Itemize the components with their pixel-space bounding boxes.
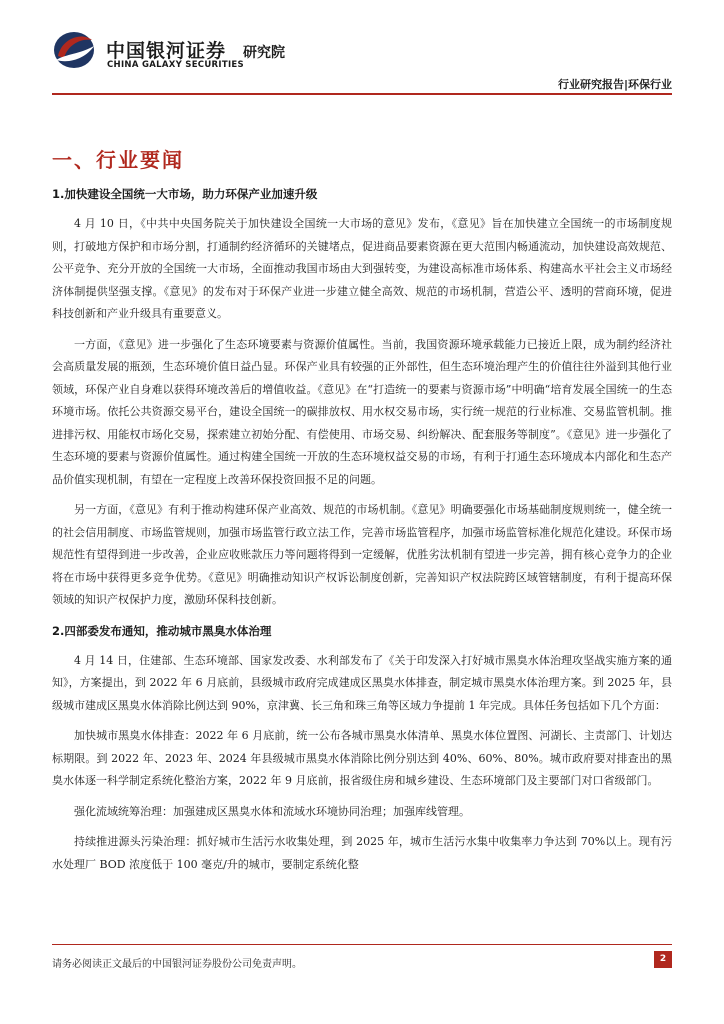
news-title: 2.四部委发布通知，推动城市黑臭水体治理	[52, 623, 272, 638]
report-body	[52, 145, 672, 876]
institute-label: 研究院	[243, 45, 285, 61]
disclaimer-text: 请务必阅读正文最后的中国银河证券股份公司免责声明。	[52, 959, 302, 970]
page-header	[0, 0, 724, 100]
news-paragraph: 一方面，《意见》进一步强化了生态环境要素与资源价值属性。当前，我国资源环境承载能力已接近上限，成为制约经济社会高质量发展的瓶颈，生态环境价值日益凸显。环保产业具有较强的正外部性，但生态环境治理产生的价值往往外溢到其他行业领域，环保产业自身难以获得环境改善后的增值收益。《意见》在“打造统一的要素与资源市场”中明确“培育发展全国统一的生态环境市场。依托公共资源交易平台，建设全国统一的碳排放权、用水权交易市场，实行统一规范的行业标准、交易监管机制。推进排污权、用能权市场化交易，探索建立初始分配、有偿使用、市场交易、纠纷解决、配套服务等制度”。《意见》进一步强化了生态环境的要素与资源价值属性。通过构建全国统一开放的生态环境权益交易的市场，有利于打通生态环境成本内部化和生态产品价值实现机制，有望在一定程度上改善环保投资回报不足的问题。	[52, 337, 672, 486]
news-paragraph: 另一方面，《意见》有利于推动构建环保产业高效、规范的市场机制。《意见》明确要强化市场基础制度规则统一，健全统一的社会信用制度、市场监管规则，加强市场监管行政立法工作，完善市场监管程序，加强市场监管标准化规范化建设。环保市场规范性有望得到进一步改善，企业应收账款压力等问题将得到一定缓解，优胜劣汰机制有望进一步完善，拥有核心竞争力的企业将在市场中获得更多竞争优势。《意见》明确推动知识产权诉讼制度创新，完善知识产权法院跨区域管辖制度，有利于提高环保领域的知识产权保护力度，激励环保科技创新。	[52, 503, 672, 606]
logo-name-cn: 中国银河证券	[106, 40, 227, 62]
report-type-label: 行业研究报告|环保行业	[557, 78, 672, 91]
galaxy-logo-icon	[52, 30, 96, 70]
header-divider	[52, 93, 672, 95]
news-paragraph: 持续推进源头污染治理：抓好城市生活污水收集处理，到 2025 年，城市生活污水集中收集率力争达到 70%以上。现有污水处理厂 BOD 浓度低于 100 毫克/升的城市，要制定系统化整	[52, 835, 672, 871]
news-paragraph: 加快城市黑臭水体排查：2022 年 6 月底前，统一公布各城市黑臭水体清单、黑臭水体位置图、河湖长、主责部门、计划达标期限。到 2022 年、2023 年、2024 年县级城市黑臭水体消除比例分别达到 40%、60%、80%。城市政府要对排查出的黑臭水体逐一科学制定系统化整治方案，2022 年 9 月底前，报省级住房和城乡建设、生态环境部门及主要部门对口省级部门。	[52, 729, 672, 787]
news-title: 1.加快建设全国统一大市场，助力环保产业加速升级	[52, 187, 318, 201]
news-paragraph: 强化流域统筹治理：加强建成区黑臭水体和流域水环境协同治理；加强库线管理。	[74, 804, 470, 818]
logo-name-en: CHINA GALAXY SECURITIES	[107, 60, 244, 70]
page-number: 2	[654, 951, 672, 968]
news-paragraph: 4 月 10 日，《中共中央国务院关于加快建设全国统一大市场的意见》发布，《意见》旨在加快建立全国统一的市场制度规则，打破地方保护和市场分割，打通制约经济循环的关键堵点，促进商品要素资源在更大范围内畅通流动，加快建设高效规范、公平竞争、充分开放的全国统一大市场，全面推动我国市场由大到强转变，为建设高标准市场体系、构建高水平社会主义市场经济体制提供坚强支撑。《意见》的发布对于环保产业进一步建立健全高效、规范的市场机制，营造公平、透明的营商环境，促进科技创新和产业升级具有重要意义。	[52, 217, 672, 320]
section-title: 一、行业要闻	[52, 148, 184, 172]
news-paragraph: 4 月 14 日，住建部、生态环境部、国家发改委、水利部发布了《关于印发深入打好城市黑臭水体治理攻坚战实施方案的通知》，方案提出，到 2022 年 6 月底前，县级城市政府完成建成区黑臭水体排查，制定城市黑臭水体治理方案。到 2025 年，县级城市建成区黑臭水体消除比例达到 90%，京津冀、长三角和珠三角等区域力争提前 1 年完成。具体任务包括如下几个方面：	[52, 653, 672, 712]
footer-divider	[52, 944, 672, 945]
